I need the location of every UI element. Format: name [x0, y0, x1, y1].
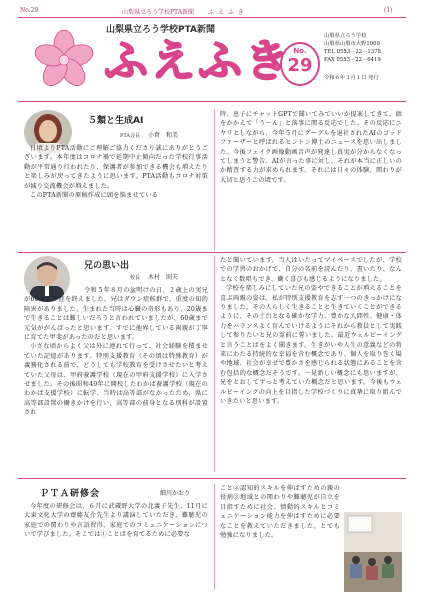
page-number: (1)	[384, 7, 393, 14]
issue-badge-label: No.	[293, 47, 307, 55]
masthead-title: ふえふき	[104, 36, 292, 87]
article-brother-author: 木村 則夫	[147, 274, 178, 281]
school-address: 山梨県山梨市大野1009	[324, 41, 380, 47]
masthead	[18, 20, 406, 100]
article-training-body-right	[220, 484, 340, 540]
school-tel: TEL 0553－22－1378	[324, 49, 381, 55]
column-divider	[214, 256, 215, 472]
article-brother-paragraph: 小さな頃からよく父は外に連れて行って、社会経験を積ませていた記憶があります。特別支援教育（その頃は特殊教育）が義務化される前で、どうしても学校教育を受けさせたいと考えていた父母は、甲府養護学校（現在の甲府支援学校）に入学させました。その後昭和49年に開校したわかば養護学校（現在のわかば支援学校）に転学、当時は高等部がなかったため、県に高等部設置の働きかけを行い、高等部の前身となる別科が設置され	[24, 343, 208, 417]
masthead-subtitle: 山梨県立ろう学校PTA新聞	[106, 25, 216, 35]
article-ai-paragraph: このPTA新聞の原稿作成に頭を悩ませている	[30, 192, 158, 200]
issue-number: No.29	[20, 7, 39, 14]
article-brother-role: 校長	[130, 275, 141, 281]
school-name: 山梨県立ろう学校	[324, 33, 367, 39]
school-fax: FAX 0553－22－6419	[324, 57, 381, 63]
article-ai-paragraph: 時、息子にチャットGPTで聞いてみていいか提案してきて、頭をかかえて「う～ん」と落事に関る反応でした。その反応にニヤリとしながら、今年５月にグーグルを退社されたAIのゴッドファーザーと呼ばれるヒントン博士のニュースを思い出しました。今後フェイク画像動画音声が発達し真実が分からなくなってしまうと警告。AIが言った事に対し、それが本当に正しいのか精査する力が求められます。それには日々の体験、関わりが大切と思うこの頃です。	[220, 111, 402, 184]
header-rule	[18, 17, 406, 18]
article-training-body-left	[24, 502, 208, 540]
article-training-paragraph: 今年度の研修会は、６月に武蔵野大学の北義子先生、11月に大東文化大学の齋藤友介先生より講演していただき、難聴児の家庭での関わりや言語習得、家庭でのコミュニケーションについて学びました。そこでは①ことばを育てるために必要な	[24, 503, 208, 539]
article-brother-paragraph: 学校を楽しみにしていた兄の姿やできることが増えることを喜ぶ両親の姿は、私が特別支援教育を志す一つのきっかけになりました。その人らしく生きることと生きていくことができるように、その土台となる確かな学力、豊かな人間性、健康・体力をバランスよく育んでいけるようにそれから教員として実践して参りたいと兄の霊前に誓いました。最近ウェルビーイングと言うことばをよく聞きます。生きがいや人生の意義などの将来にわたる持続的な幸福を含む概念であり、個人を取り巻く場や地域、社会が幸せで豊かさを感じられる状態にあることを含む包括的な概念だそうです。一見新しい概念にも思いますが、兄をとおしてずっと考えていた概念だと思います。今後もウェルビーイングの向上を目指した学校づくりに真摯に取り組んでいきたいと思います。	[220, 285, 402, 406]
article-ai-role: PTA会長	[120, 133, 141, 139]
article-ai-paragraph: 日頃よりPTA活動にご理解ご協力くださり誠にありがとうございます。本年度はコロナ禍で延期中止傾向だった学校行事活動が平常通り行われたり、保護者が参加できる機会も増えたりと楽しみが戻ってきたように思います。PTA活動もコロナ対策が減り交流機会が増えました。	[24, 145, 208, 190]
header-publisher: 山梨県立ろう学校PTA新聞	[122, 9, 195, 16]
article-brother-body-left	[24, 286, 208, 418]
article-brother-byline	[130, 272, 178, 281]
article-ai-byline	[120, 130, 178, 139]
article-ai-body-left	[24, 144, 208, 200]
article-training-author: 細川かおり	[160, 490, 191, 497]
column-divider	[214, 484, 215, 590]
article-training-title: ＰＴＡ研修会	[40, 489, 101, 499]
school-info	[324, 32, 408, 82]
article-training-paragraph: こと②認知的スキルを伸ばすための親の役割③地域との関わりや難聴児が自立を目指すために社会、情動的スキルとコミュニケーション能力を伸ばすために必要なことを教えていただきました。とても勉強になりました。	[220, 485, 340, 540]
issue-date: 令和６年３月１日 発行	[324, 75, 379, 81]
issue-badge	[280, 42, 320, 86]
article-ai-body-right	[220, 110, 402, 185]
issue-badge-number: 29	[287, 55, 313, 76]
article-ai-author: 小倉 和美	[147, 132, 178, 139]
article-brother-paragraph: 令和５年８月の盆明けの日、２歳上の実兄が60歳の生涯を終えました。兄はダウン症候群で、重度の知的障害がありました。生まれた当時は心臓の奇形もあり、20歳まで生きることは難しいだろうと言われていましたが、60歳まで元気ががんばったと思います。すでに他界している両親が丁寧に育てた甲斐があったのだと思います。	[24, 287, 208, 342]
header-name: ふ え ふ き	[208, 9, 245, 16]
article-ai-title: ５類と生成AI	[88, 116, 144, 126]
masthead-rule	[18, 101, 406, 102]
article-brother-paragraph: たと聞いています。当人はいたってマイペースでしたが、学校での学習のおかげで、自分の名前を読んだり、書いたり、なんとなく数唱もでき、働く喜びも感じるようになりました。	[220, 257, 402, 283]
article-brother-body-right	[220, 256, 402, 407]
article-brother-rule	[18, 478, 406, 479]
column-divider	[214, 110, 215, 250]
flower-logo	[32, 28, 96, 92]
training-photo	[344, 512, 402, 592]
article-brother-title: 兄の思い出	[84, 261, 130, 271]
